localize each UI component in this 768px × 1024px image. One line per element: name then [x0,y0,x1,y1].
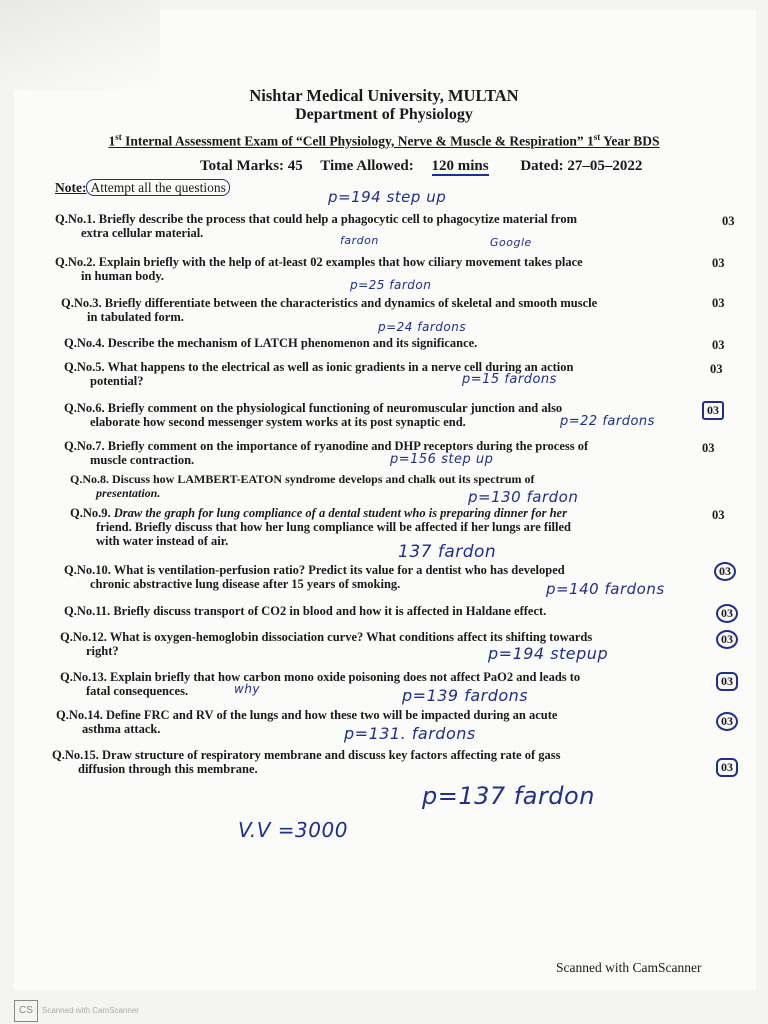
camscanner-small-text: Scanned with CamScanner [42,1006,139,1015]
paper-fold-corner [0,0,160,90]
question-3-marks: 03 [712,296,725,310]
time-allowed: Time Allowed: 120 mins [320,158,489,174]
camscanner-logo-icon: CS [14,1000,38,1022]
exam-date: Dated: 27–05–2022 [520,158,643,174]
question-15: Q.No.15. Draw structure of respiratory membrane and discuss key factors affecting rate of gass diffusion through this membrane. [52,748,561,776]
question-1-marks: 03 [722,214,735,228]
handwritten-note-3: Google [490,236,532,249]
exam-paper [14,10,756,990]
note-text: Attempt all the questions [86,179,229,196]
exam-note [55,180,230,196]
question-15-marks: 03 [716,758,738,777]
question-7: Q.No.7. Briefly comment on the importance of ryanodine and DHP receptors during the process of muscle contraction. [64,439,589,467]
handwritten-note-6: p=15 fardons [462,372,557,387]
question-11: Q.No.11. Briefly discuss transport of CO2 in blood and how it is affected in Haldane effect. [64,604,547,618]
handwritten-note-10: 137 fardon [398,542,497,562]
question-10-marks: 03 [714,562,736,581]
question-10: Q.No.10. What is ventilation-perfusion ratio? Predict its value for a dentist who has developed chronic abstractive lung disease after 15 years of smoking. [64,563,565,591]
handwritten-note-14: p=139 fardons [402,686,529,705]
camscanner-watermark: Scanned with CamScanner [556,960,702,975]
handwritten-note-4: p=25 fardon [350,278,432,292]
exam-meta-line [200,158,656,175]
handwritten-note-15: p=131. fardons [344,724,476,743]
department-name: Department of Physiology [295,106,473,123]
question-5-marks: 03 [710,362,723,376]
question-13: Q.No.13. Explain briefly that how carbon mono oxide poisoning does not affect PaO2 and leads to fatal consequences. [60,670,581,698]
handwritten-note-5: p=24 fardons [378,320,467,334]
question-13-marks: 03 [716,672,738,691]
question-14: Q.No.14. Define FRC and RV of the lungs and how these two will be impacted during an acute asthma attack. [56,708,558,736]
question-11-marks: 03 [716,604,738,623]
handwritten-note-1: p=194 step up [328,188,447,206]
handwritten-note-9: p=130 fardon [468,488,579,506]
handwritten-note-7: p=22 fardons [560,414,655,429]
exam-title: 1st Internal Assessment Exam of “Cell Physiology, Nerve & Muscle & Respiration” 1st Year BDS [108,132,660,149]
question-4-marks: 03 [712,338,725,352]
question-4: Q.No.4. Describe the mechanism of LATCH phenomenon and its significance. [64,336,478,350]
question-12-marks: 03 [716,630,738,649]
note-label: Note: [55,180,87,195]
total-marks: Total Marks: 45 [200,158,303,174]
question-9: Q.No.9. Draw the graph for lung compliance of a dental student who is preparing dinner for her friend. Briefly discuss that how her lung compliance will be affected if her lungs are filled with water instead of air. [70,506,571,548]
question-8: Q.No.8. Discuss how LAMBERT-EATON syndrome develops and chalk out its spectrum of presentation. [70,472,535,500]
question-6: Q.No.6. Briefly comment on the physiological functioning of neuromuscular junction and also elaborate how second messenger system works at its post synaptic end. [64,401,563,429]
handwritten-note-12: p=194 stepup [488,644,609,663]
question-6-marks: 03 [702,401,724,420]
question-3: Q.No.3. Briefly differentiate between the characteristics and dynamics of skeletal and smooth muscle in tabulated form. [61,296,598,324]
question-7-marks: 03 [702,441,715,455]
university-name: Nishtar Medical University, MULTAN [249,86,519,105]
question-14-marks: 03 [716,712,738,731]
handwritten-note-2: fardon [340,234,379,247]
handwritten-note-16: p=137 fardon [422,782,595,810]
handwritten-note-8: p=156 step up [390,452,494,467]
question-9-marks: 03 [712,508,725,522]
handwritten-note-13: why [234,682,261,696]
question-12: Q.No.12. What is oxygen-hemoglobin dissociation curve? What conditions affect its shifting towards right? [60,630,593,658]
handwritten-note-17: V.V =3000 [238,818,348,842]
handwritten-note-11: p=140 fardons [546,580,665,598]
question-2-marks: 03 [712,256,725,270]
question-5: Q.No.5. What happens to the electrical as well as ionic gradients in a nerve cell during an action potential? [64,360,574,388]
question-1: Q.No.1. Briefly describe the process that could help a phagocytic cell to phagocytize material from extra cellular material. [55,212,578,240]
question-2: Q.No.2. Explain briefly with the help of at-least 02 examples that how ciliary movement takes place in human body. [55,255,583,283]
